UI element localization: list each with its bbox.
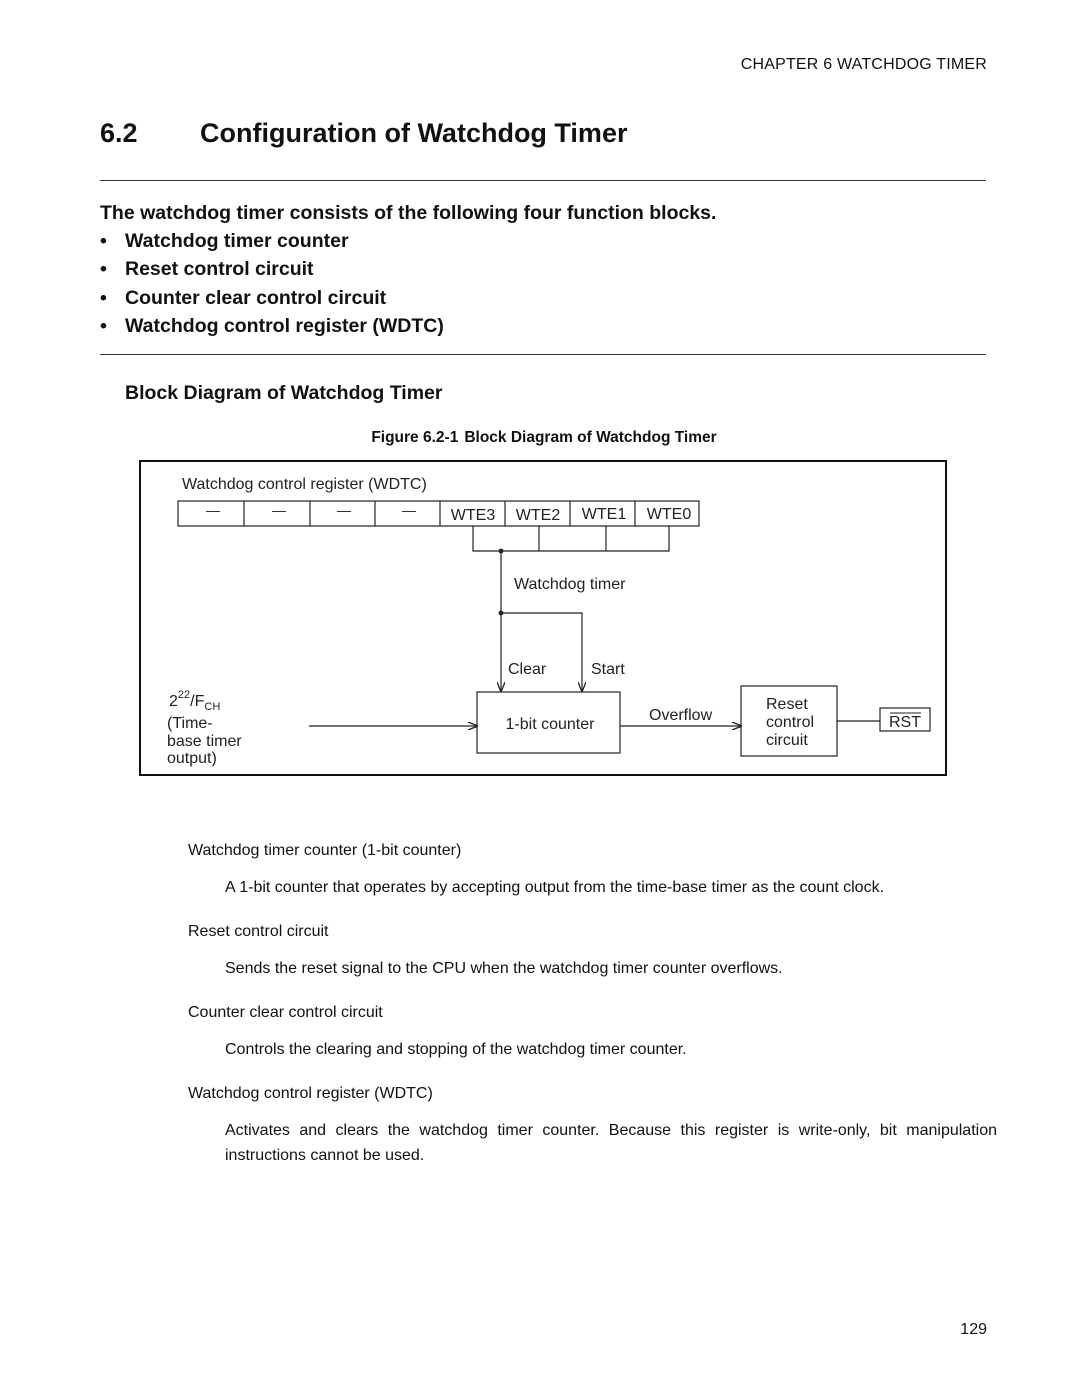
bullet-icon: •: [100, 258, 107, 281]
subsection-heading: Block Diagram of Watchdog Timer: [125, 382, 443, 404]
overflow-label: Overflow: [649, 707, 713, 724]
start-label: Start: [591, 661, 625, 678]
reset-block-line-2: control: [766, 714, 815, 731]
bullet-icon: •: [100, 314, 107, 337]
reset-block-line-1: Reset: [766, 696, 808, 713]
clock-source-label: $2^{22}/F_{CH}$: [169, 689, 221, 713]
summary-lead: The watchdog timer consists of the following four function blocks.: [100, 202, 717, 224]
reset-block-line-3: circuit: [766, 732, 808, 749]
clear-label: Clear: [508, 661, 547, 678]
section-title-text: Configuration of Watchdog Timer: [200, 118, 628, 148]
list-item-label: Watchdog timer counter: [125, 230, 349, 252]
description-body: Activates and clears the watchdog timer counter. Because this register is write-only, bit manipulation instructions cannot be used.: [225, 1122, 997, 1164]
register-label: Watchdog control register (WDTC): [182, 476, 427, 493]
section-number: 6.2: [100, 118, 138, 148]
clock-input-line-2: base timer: [167, 733, 242, 750]
rst-label: RST: [889, 714, 921, 731]
bit-wte0: WTE0: [646, 506, 692, 523]
description-heading: Watchdog control register (WDTC): [188, 1085, 433, 1102]
bit-bus: [473, 526, 669, 551]
watchdog-timer-label: Watchdog timer: [514, 576, 626, 593]
list-item-label: Watchdog control register (WDTC): [125, 314, 444, 337]
bit-wte2: WTE2: [515, 507, 561, 524]
list-item-label: Reset control circuit: [125, 258, 314, 281]
register-bits: [178, 501, 699, 526]
clock-input-line-3: output): [167, 750, 217, 767]
bit-5-reserved: —: [337, 502, 351, 518]
description-heading: Counter clear control circuit: [188, 1004, 383, 1021]
chapter-header: CHAPTER 6 WATCHDOG TIMER: [740, 56, 987, 73]
description-body: Sends the reset signal to the CPU when the watchdog timer counter overflows.: [225, 960, 783, 977]
start-signal-line: [501, 613, 582, 691]
figure-number: Figure 6.2-1: [371, 429, 459, 446]
list-item-label: Counter clear control circuit: [125, 286, 387, 309]
description-heading: Watchdog timer counter (1-bit counter): [188, 842, 462, 859]
junction-dot: [499, 549, 504, 554]
bullet-icon: •: [100, 286, 107, 309]
bullet-icon: •: [100, 230, 107, 252]
description-heading: Reset control circuit: [188, 923, 329, 940]
bit-4-reserved: —: [402, 502, 416, 518]
bit-wte3: WTE3: [450, 507, 496, 524]
bit-7-reserved: —: [206, 502, 220, 518]
description-body: A 1-bit counter that operates by accepting output from the time-base timer as the count clock.: [225, 879, 885, 896]
clock-input-line-1: (Time-: [167, 715, 213, 732]
page-number: 129: [960, 1321, 987, 1338]
counter-label: 1-bit counter: [505, 716, 595, 733]
figure-title: Block Diagram of Watchdog Timer: [464, 429, 717, 446]
junction-dot: [499, 611, 504, 616]
description-body: Controls the clearing and stopping of the watchdog timer counter.: [225, 1041, 687, 1058]
bit-wte1: WTE1: [581, 506, 627, 523]
bit-6-reserved: —: [272, 502, 286, 518]
